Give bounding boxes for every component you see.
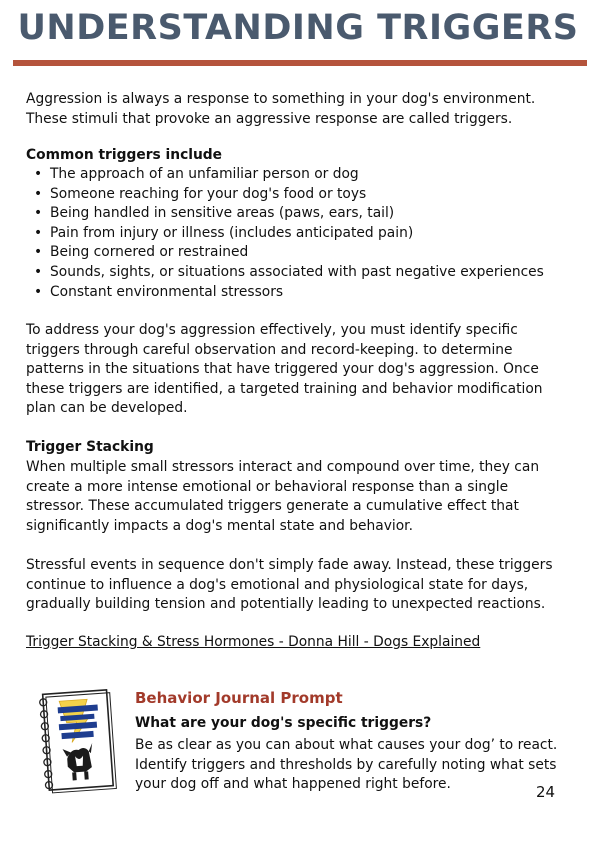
list-item: • Being cornered or restrained xyxy=(26,243,544,263)
list-item: • Someone reaching for your dog's food or toys xyxy=(26,185,544,205)
list-item: • Constant environmental stressors xyxy=(26,283,544,303)
address-paragraph: To address your dog's aggression effectively, you must identify specific triggers through careful observation and record-keeping. to determine patterns in the situations that have triggered your dog's aggression. Once these triggers are identified, a targeted training and behavior modification plan can be developed. xyxy=(26,322,543,416)
list-item: • Sounds, sights, or situations associated with past negative experiences xyxy=(26,263,544,283)
page-title: UNDERSTANDING TRIGGERS xyxy=(17,8,579,48)
journal-prompt-label: Behavior Journal Prompt xyxy=(135,689,343,707)
list-item: • Pain from injury or illness (includes anticipated pain) xyxy=(26,224,544,244)
list-item: • The approach of an unfamiliar person or dog xyxy=(26,165,544,185)
title-divider xyxy=(13,60,587,66)
notebook-icon xyxy=(32,686,124,796)
page-number: 24 xyxy=(536,783,556,801)
journal-prompt-question: What are your dog's specific triggers? xyxy=(135,715,432,731)
trigger-stacking-heading: Trigger Stacking xyxy=(26,439,154,455)
common-triggers-heading: Common triggers include xyxy=(26,147,223,163)
journal-prompt-body: Be as clear as you can about what causes your dog’ to react. Identify triggers and thresholds by carefully noting what sets your dog off and what happened right before. xyxy=(135,737,558,792)
common-triggers-list xyxy=(26,165,544,302)
stress-sequence-paragraph: Stressful events in sequence don't simply fade away. Instead, these triggers continue to influence a dog's emotional and physiological state for days, gradually building tension and potentially leading to unexpected reactions. xyxy=(26,557,553,612)
intro-paragraph: Aggression is always a response to something in your dog's environment. These stimuli that provoke an aggressive response are called triggers. xyxy=(26,91,536,127)
trigger-stacking-link[interactable]: Trigger Stacking & Stress Hormones - Donna Hill - Dogs Explained xyxy=(26,634,481,650)
list-item: • Being handled in sensitive areas (paws, ears, tail) xyxy=(26,204,544,224)
journal-notebook-illustration xyxy=(32,686,124,796)
trigger-stacking-paragraph: When multiple small stressors interact and compound over time, they can create a more intense emotional or behavioral response than a single stressor. These accumulated triggers generate a cumulative effect that significantly impacts a dog's mental state and behavior. xyxy=(26,459,540,534)
